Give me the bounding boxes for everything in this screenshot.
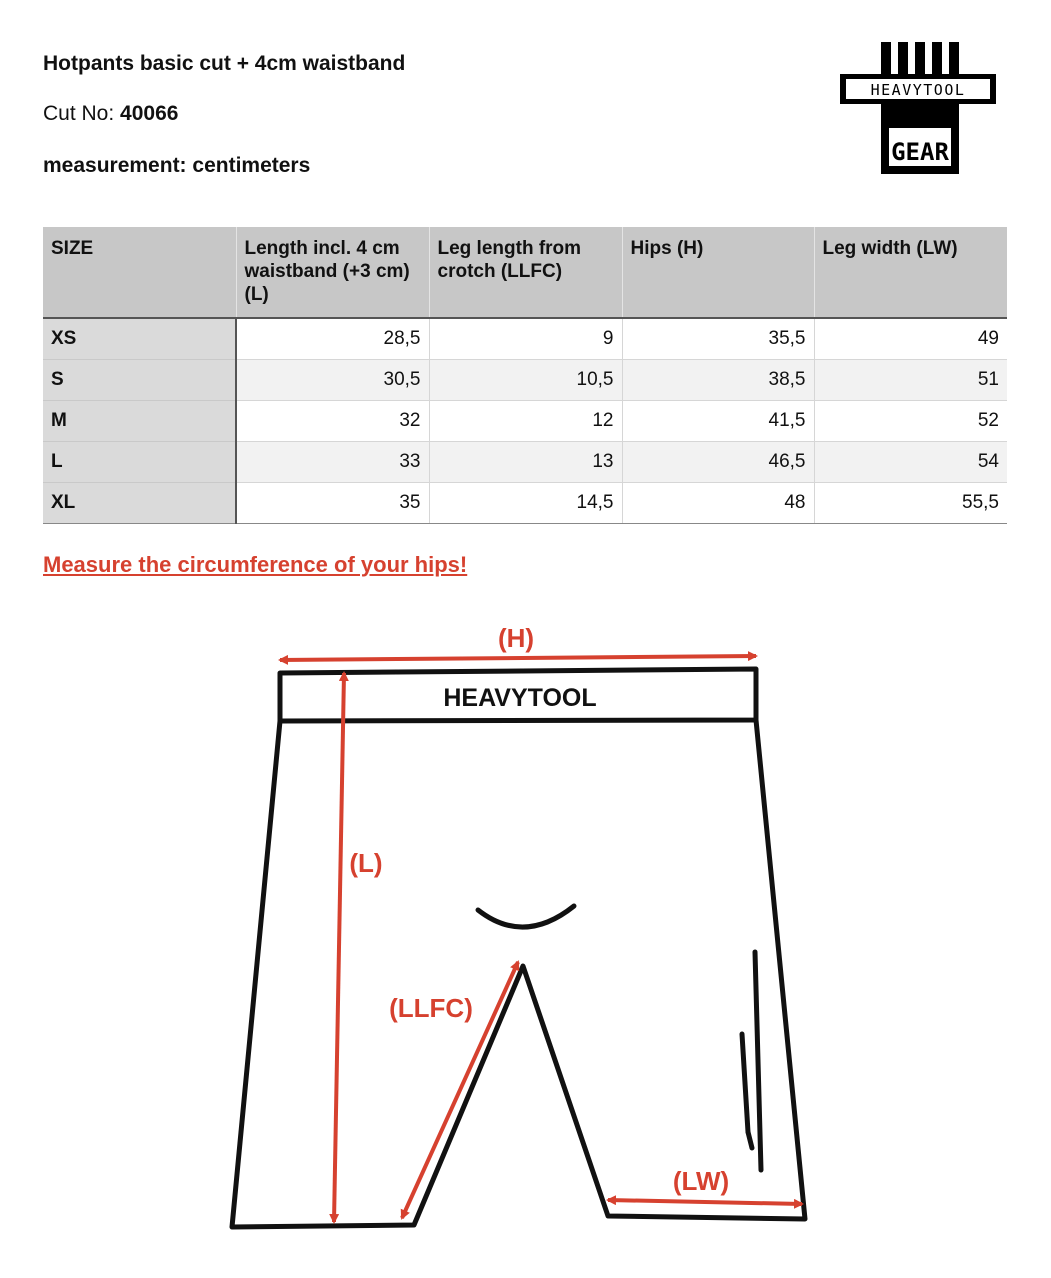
size-cell: M	[43, 401, 236, 442]
table-row	[43, 442, 1007, 483]
hotpants-outline	[232, 669, 805, 1227]
leg-length-cell: 9	[429, 318, 622, 360]
logo-sub-text: GEAR	[891, 138, 949, 166]
leg-width-cell: 49	[814, 318, 1007, 360]
label-h: (H)	[497, 623, 535, 653]
table-row	[43, 360, 1007, 401]
leg-width-cell: 52	[814, 401, 1007, 442]
header-leg-width: Leg width (LW)	[814, 227, 1007, 318]
page-title: Hotpants basic cut + 4cm waistband	[43, 52, 406, 75]
hips-cell: 46,5	[622, 442, 814, 483]
waistband-text: HEAVYTOOL	[443, 684, 597, 712]
leg-width-arrow	[608, 1200, 802, 1204]
length-cell: 30,5	[236, 360, 429, 401]
leg-width-cell: 54	[814, 442, 1007, 483]
hips-cell: 48	[622, 483, 814, 524]
header-leg-length: Leg length from crotch (LLFC)	[429, 227, 622, 318]
label-l: (L)	[349, 848, 383, 878]
header-size: SIZE	[43, 227, 236, 318]
logo-brand-text: HEAVYTOOL	[870, 81, 966, 99]
length-cell: 35	[236, 483, 429, 524]
table-header-row	[43, 227, 1007, 318]
header-length: Length incl. 4 cm waistband (+3 cm) (L)	[236, 227, 429, 318]
hips-cell: 38,5	[622, 360, 814, 401]
size-chart-table	[43, 227, 1007, 524]
length-arrow	[334, 673, 344, 1222]
hotpants-measurement-diagram	[0, 600, 1051, 1260]
leg-length-cell: 14,5	[429, 483, 622, 524]
label-llfc: (LLFC)	[389, 993, 473, 1023]
measurement-unit: measurement: centimeters	[43, 154, 311, 177]
size-cell: L	[43, 442, 236, 483]
header-hips: Hips (H)	[622, 227, 814, 318]
cut-number-line	[43, 102, 178, 126]
hips-arrow	[280, 656, 756, 660]
cut-number-label: Cut No:	[43, 102, 121, 125]
cut-number-value: 40066	[120, 102, 179, 125]
table-row	[43, 483, 1007, 524]
hips-cell: 41,5	[622, 401, 814, 442]
size-cell: S	[43, 360, 236, 401]
label-lw: (LW)	[672, 1166, 730, 1196]
table-row	[43, 401, 1007, 442]
hips-cell: 35,5	[622, 318, 814, 360]
length-cell: 32	[236, 401, 429, 442]
table-row	[43, 318, 1007, 360]
leg-length-cell: 10,5	[429, 360, 622, 401]
leg-length-cell: 12	[429, 401, 622, 442]
leg-width-cell: 51	[814, 360, 1007, 401]
size-cell: XS	[43, 318, 236, 360]
length-cell: 28,5	[236, 318, 429, 360]
measurement-arrows	[280, 656, 802, 1222]
hip-measure-instruction: Measure the circumference of your hips!	[43, 552, 468, 577]
size-cell: XL	[43, 483, 236, 524]
length-cell: 33	[236, 442, 429, 483]
leg-length-cell: 13	[429, 442, 622, 483]
heavytool-gear-logo	[838, 40, 998, 176]
leg-width-cell: 55,5	[814, 483, 1007, 524]
